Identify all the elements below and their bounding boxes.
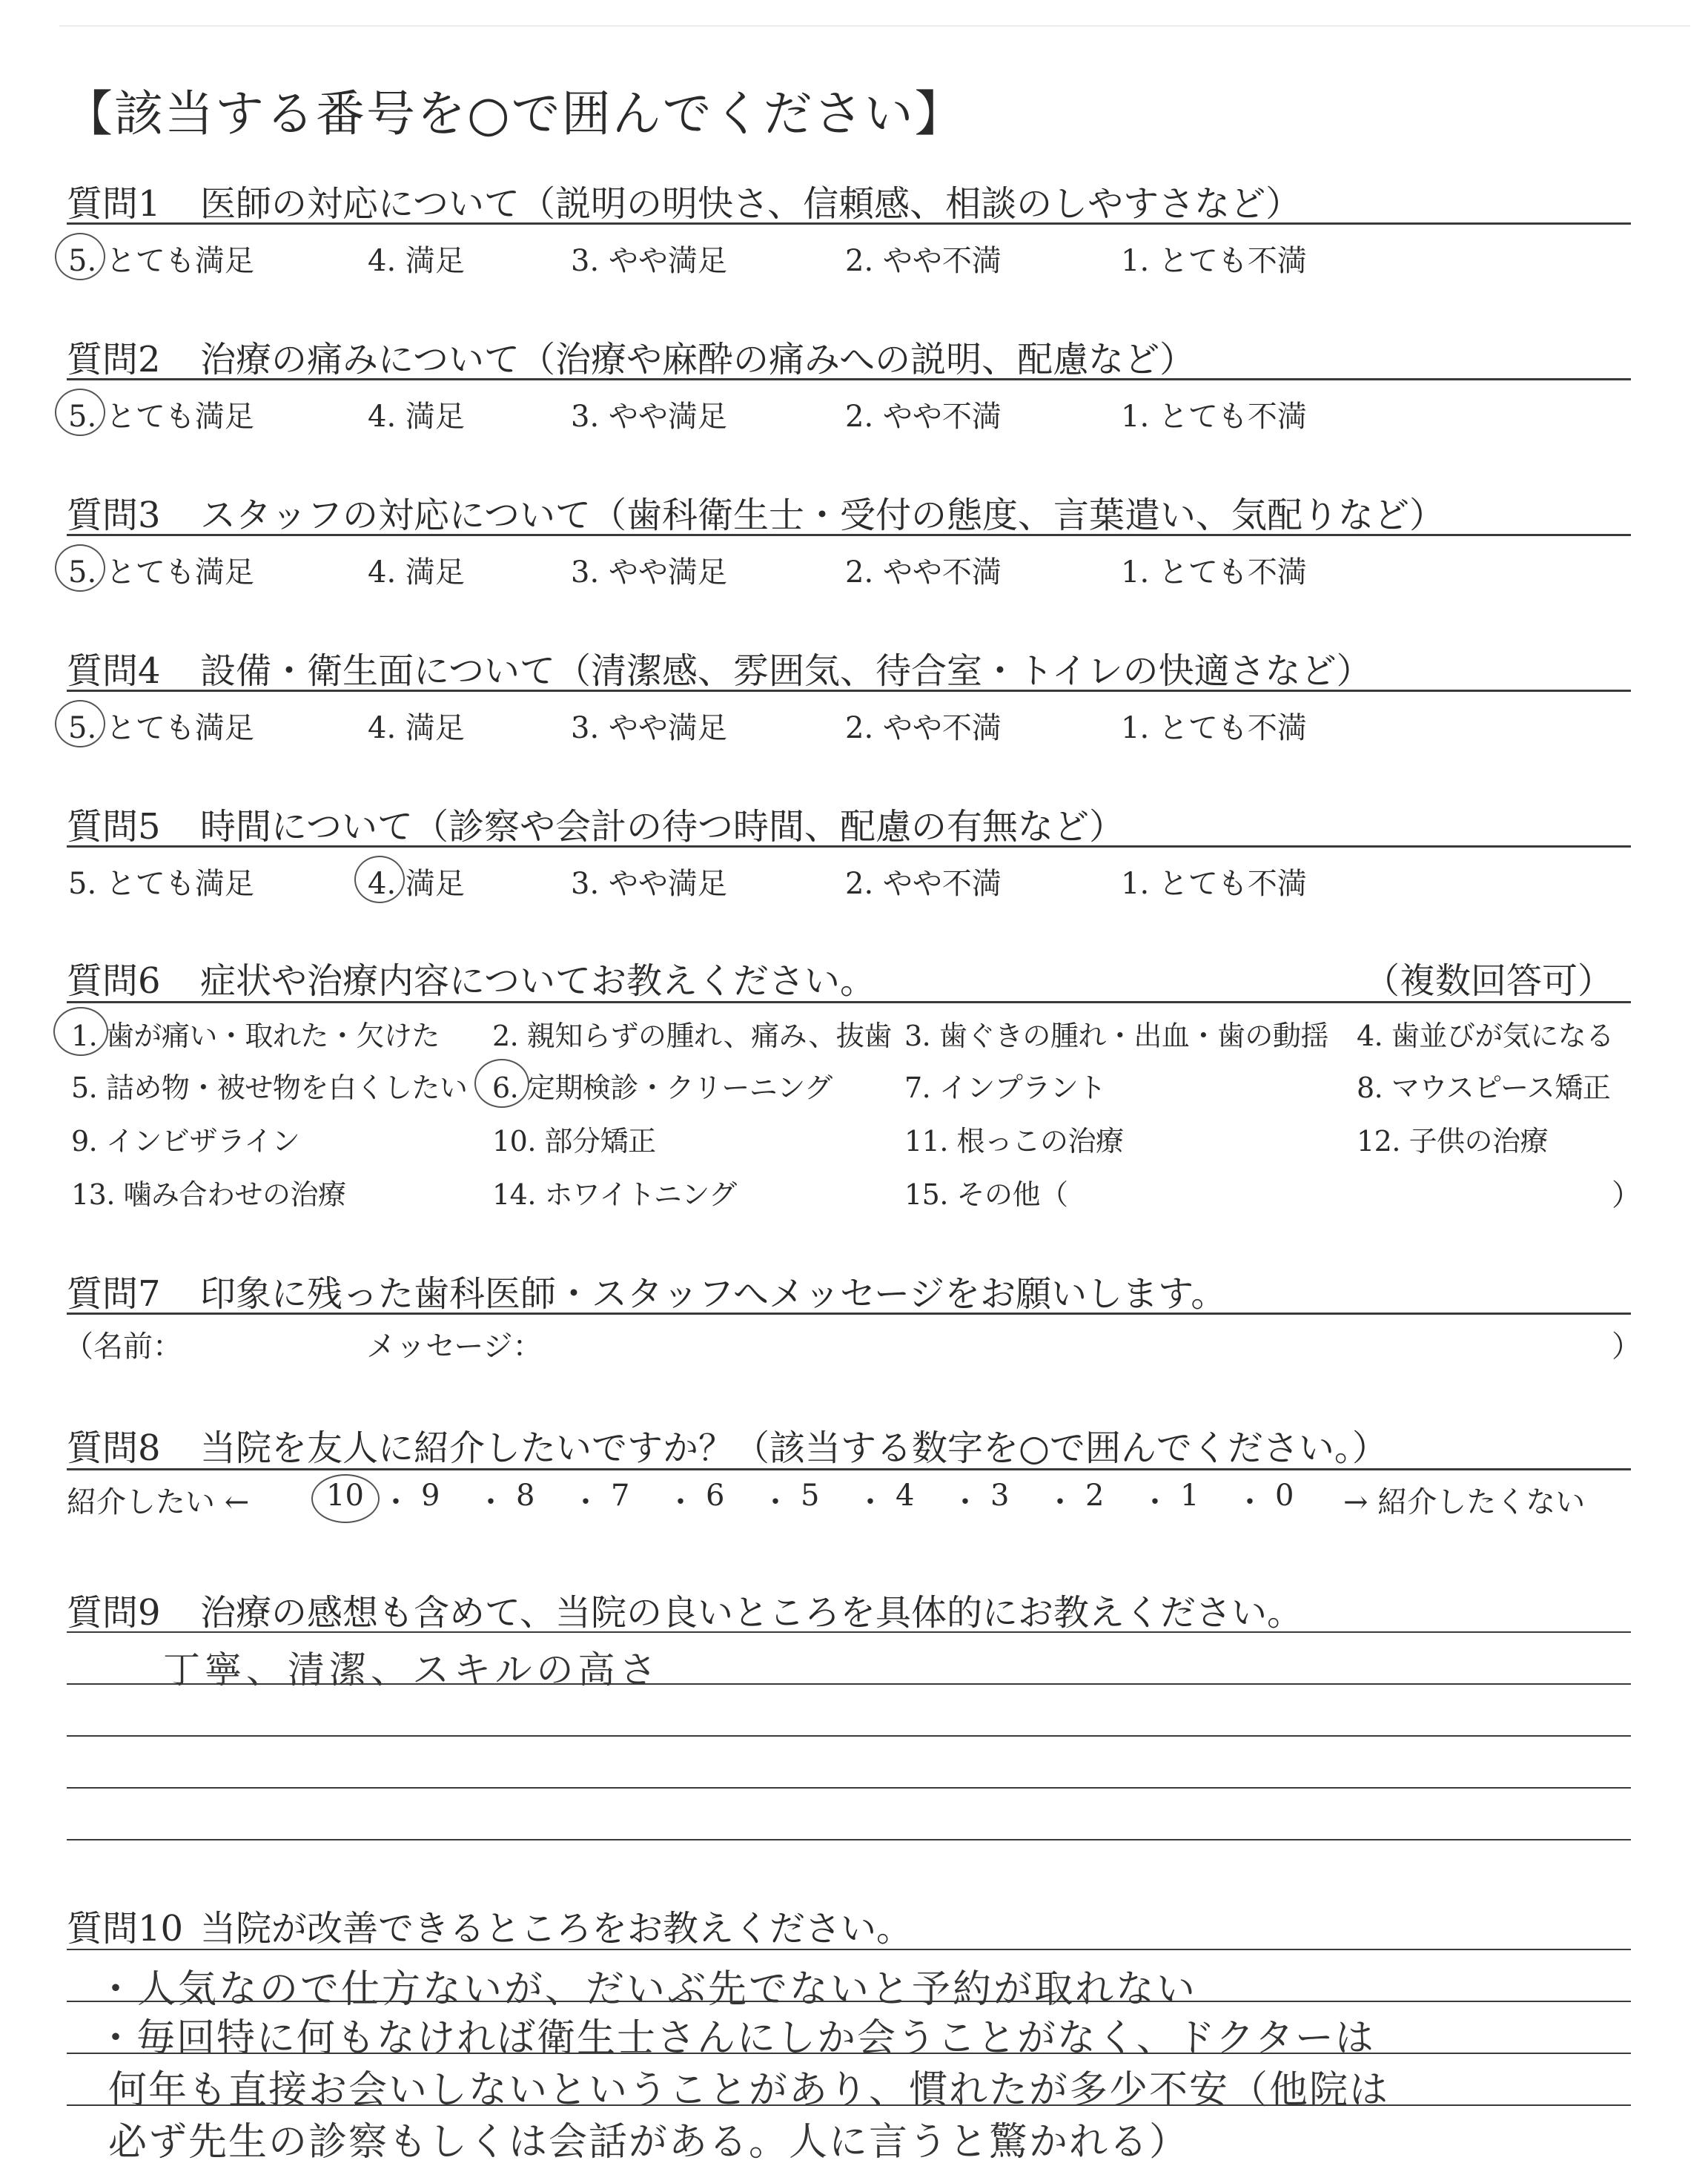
q2-option-4[interactable]: 4. 満足 [368,400,465,434]
top-border [59,25,1690,27]
symptom-option-4[interactable]: 4. 歯並びが気になる [1357,1020,1614,1052]
q1-selected-circle [55,233,105,280]
q5-option-3[interactable]: 3. やや満足 [571,867,727,901]
symptom-option-6[interactable]: 6. 定期検診・クリーニング [492,1072,833,1104]
question-2-title: 質問2 治療の痛みについて（治療や麻酔の痛みへの説明、配慮など） [67,339,1196,380]
not-recommend-label: → 紹介したくない [1343,1485,1586,1519]
symptom-option-11[interactable]: 11. 根っこの治療 [904,1125,1124,1158]
question-10-title: 質問10 当院が改善できるところをお教えください。 [67,1908,913,1949]
q10-line-4 [67,2104,1631,2106]
symptom-option-3[interactable]: 3. 歯ぐきの腫れ・出血・歯の動揺 [904,1020,1328,1052]
q9-line-1 [67,1631,1631,1633]
symptom-option-5[interactable]: 5. 詰め物・被せ物を白くしたい [71,1072,468,1104]
q10-answer-line-3: 何年も直接お会いしないということがあり、慣れたが多少不安（他院は [108,2068,1390,2113]
symptom-option-8[interactable]: 8. マウスピース矯正 [1357,1072,1611,1104]
q9-line-4 [67,1787,1631,1789]
question-7-title: 質問7 印象に残った歯科医師・スタッフへメッセージをお願いします。 [67,1273,1227,1315]
q2-option-3[interactable]: 3. やや満足 [571,400,727,434]
recommend-score-5[interactable]: 5 [801,1479,820,1513]
q9-line-3 [67,1735,1631,1737]
q3-option-1[interactable]: 1. とても不満 [1121,555,1307,590]
name-label: （名前： [64,1330,182,1364]
scale-separator: ・ [666,1485,695,1519]
q1-option-4[interactable]: 4. 満足 [368,244,465,278]
q2-option-2[interactable]: 2. やや不満 [845,400,1002,434]
recommend-score-2[interactable]: 2 [1085,1479,1105,1513]
q4-option-2[interactable]: 2. やや不満 [845,711,1002,745]
page-title: 【該当する番号を○で囲んでください】 [64,85,965,142]
question-5-title: 質問5 時間について（診察や会計の待つ時間、配慮の有無など） [67,806,1125,848]
recommend-score-8[interactable]: 8 [516,1479,535,1513]
multiple-answers-note: （複数回答可） [1364,960,1614,1002]
symptom-option-2[interactable]: 2. 親知らずの腫れ、痛み、抜歯 [492,1020,892,1052]
recommend-score-6[interactable]: 6 [706,1479,725,1513]
symptom-option-12[interactable]: 12. 子供の治療 [1357,1125,1549,1158]
question-8-rule [67,1468,1631,1470]
q5-selected-circle [354,856,405,903]
recommend-label: 紹介したい ← [67,1485,250,1519]
q10-answer-line-2: ・毎回特に何もなければ衛生士さんにしか会うことがなく、ドクターは [96,2016,1375,2061]
q4-option-1[interactable]: 1. とても不満 [1121,711,1307,745]
q9-answer: 丁寧、清潔、スキルの高さ [163,1648,661,1691]
q3-selected-circle [55,544,105,592]
question-3-rule [67,534,1631,536]
q5-option-1[interactable]: 1. とても不満 [1121,867,1307,901]
question-3-title: 質問3 スタッフの対応について（歯科衛生士・受付の態度、言葉遣い、気配りなど） [67,495,1446,536]
symptom-1-selected-circle [53,1007,108,1056]
q1-option-2[interactable]: 2. やや不満 [845,244,1002,278]
scale-separator: ・ [1045,1485,1075,1519]
scale-separator: ・ [476,1485,506,1519]
question-8-title: 質問8 当院を友人に紹介したいですか？（該当する数字を○で囲んでください。） [67,1427,1388,1469]
question-6-title: 質問6 症状や治療内容についてお教えください。 [67,960,876,1002]
question-6-rule [67,1001,1631,1003]
q3-option-2[interactable]: 2. やや不満 [845,555,1002,590]
q10-line-2 [67,2001,1631,2002]
q5-option-5[interactable]: 5. とても満足 [68,867,254,901]
scale-separator: ・ [855,1485,885,1519]
recommend-score-1[interactable]: 1 [1180,1479,1199,1513]
question-4-rule [67,690,1631,692]
message-label: メッセージ： [366,1330,543,1364]
symptom-option-7[interactable]: 7. インプラント [904,1072,1106,1104]
q5-option-2[interactable]: 2. やや不満 [845,867,1002,901]
q2-option-5[interactable]: 5. とても満足 [68,400,254,434]
q3-option-4[interactable]: 4. 満足 [368,555,465,590]
question-2-rule [67,378,1631,380]
q10-answer-line-4: 必ず先生の診察もしくは会話がある。人に言うと驚かれる） [108,2120,1190,2165]
scale-separator: ・ [571,1485,600,1519]
q10-line-3 [67,2053,1631,2054]
question-5-rule [67,845,1631,848]
q9-line-5 [67,1839,1631,1840]
scale-separator: ・ [950,1485,980,1519]
recommend-score-7[interactable]: 7 [611,1479,630,1513]
q4-option-4[interactable]: 4. 満足 [368,711,465,745]
q2-option-1[interactable]: 1. とても不満 [1121,400,1307,434]
symptom-option-14[interactable]: 14. ホワイトニング [492,1178,737,1211]
recommend-score-9[interactable]: 9 [421,1479,440,1513]
q9-line-2 [67,1683,1631,1685]
question-7-rule [67,1313,1631,1315]
recommend-score-10[interactable]: 10 [326,1479,364,1513]
q4-selected-circle [55,700,105,747]
recommend-score-3[interactable]: 3 [990,1479,1010,1513]
symptom-6-selected-circle [474,1059,529,1108]
q3-option-3[interactable]: 3. やや満足 [571,555,727,590]
q10-line-1 [67,1949,1631,1950]
symptom-option-13[interactable]: 13. 噛み合わせの治療 [71,1178,346,1211]
q10-answer-line-1: ・人気なので仕方ないが、だいぶ先でないと予約が取れない [96,1967,1198,2012]
q5-option-4[interactable]: 4. 満足 [368,867,465,901]
other-close-paren: ） [1612,1178,1641,1212]
symptom-option-15[interactable]: 15. その他（ [904,1178,1068,1211]
recommend-selected-circle [311,1474,380,1523]
scale-separator: ・ [381,1485,411,1519]
q4-option-3[interactable]: 3. やや満足 [571,711,727,745]
recommend-score-4[interactable]: 4 [896,1479,915,1513]
symptom-option-9[interactable]: 9. インビザライン [71,1125,300,1158]
q3-option-5[interactable]: 5. とても満足 [68,555,254,590]
symptom-option-10[interactable]: 10. 部分矯正 [492,1125,656,1158]
scale-separator: ・ [1235,1485,1265,1519]
q2-selected-circle [55,389,105,436]
scale-separator: ・ [1140,1485,1170,1519]
question-1-title: 質問1 医師の対応について（説明の明快さ、信頼感、相談のしやすさなど） [67,183,1302,225]
recommend-score-0[interactable]: 0 [1275,1479,1294,1513]
scale-separator: ・ [761,1485,790,1519]
q1-option-5[interactable]: 5. とても満足 [68,244,254,278]
q1-option-1[interactable]: 1. とても不満 [1121,244,1307,278]
symptom-option-1[interactable]: 1. 歯が痛い・取れた・欠けた [71,1020,440,1052]
question-4-title: 質問4 設備・衛生面について（清潔感、雰囲気、待合室・トイレの快適さなど） [67,650,1372,692]
question-9-title: 質問9 治療の感想も含めて、当院の良いところを具体的にお教えください。 [67,1592,1303,1634]
q4-option-5[interactable]: 5. とても満足 [68,711,254,745]
question-1-rule [67,222,1631,225]
message-close-paren: ） [1612,1330,1641,1364]
q1-option-3[interactable]: 3. やや満足 [571,244,727,278]
